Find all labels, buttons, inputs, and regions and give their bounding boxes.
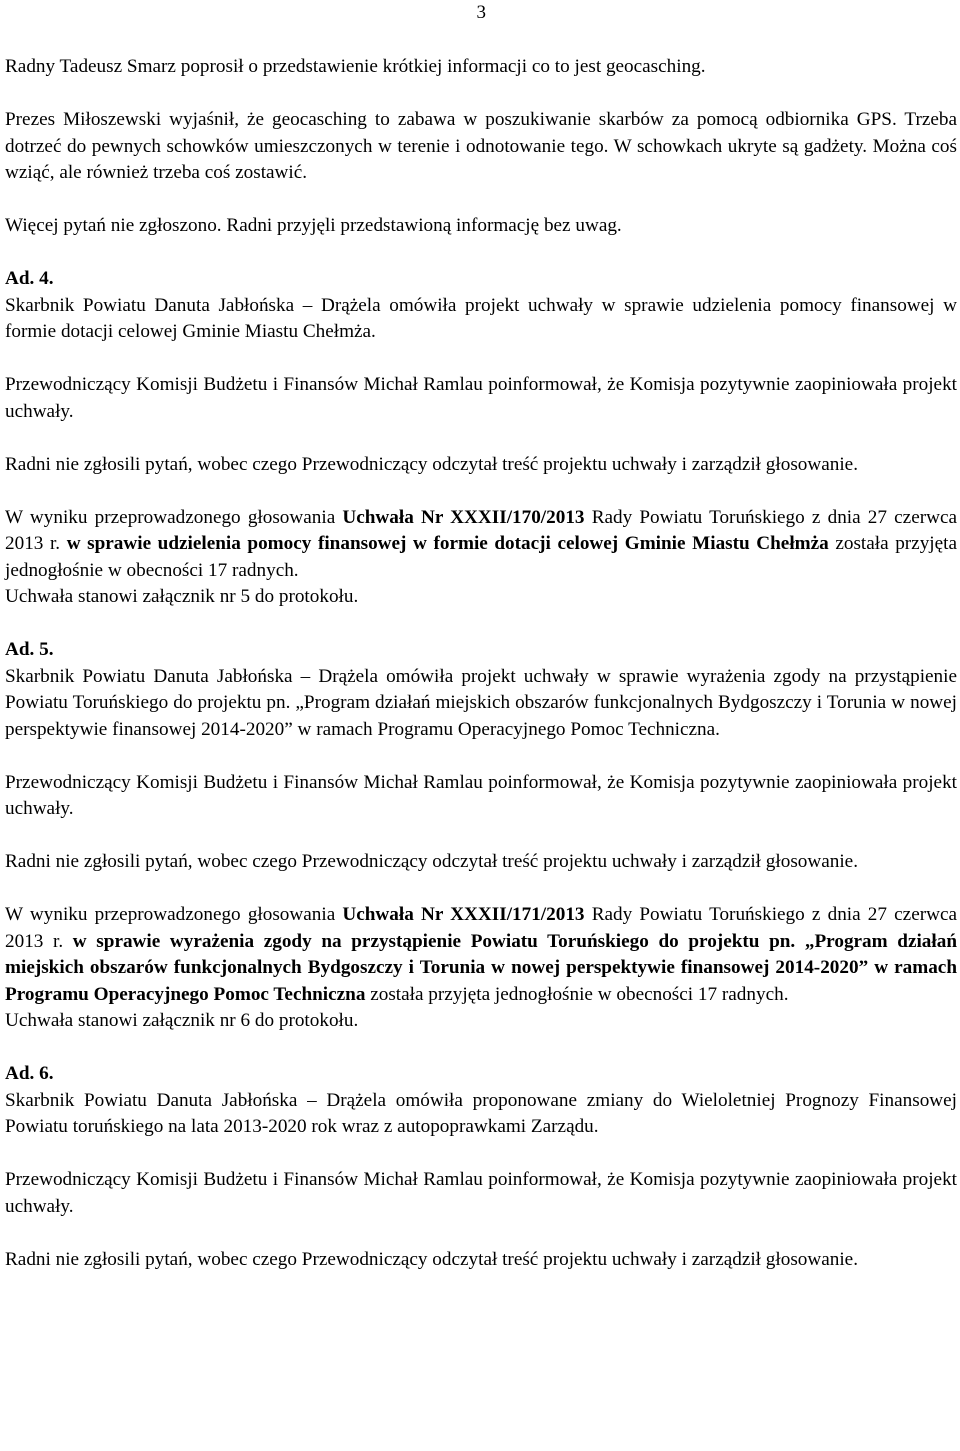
section-heading-ad5: Ad. 5.	[5, 639, 54, 660]
ad4-result-suffix: została przyjęta jednogłośnie w obecności 17 radnych.	[5, 533, 957, 581]
ad4-committee-opinion: Przewodniczący Komisji Budżetu i Finansów Michał Ramlau poinformował, że Komisja pozytywnie zaopiniowała projekt uchwały.	[5, 374, 957, 422]
paragraph-no-more-questions: Więcej pytań nie zgłoszono. Radni przyjęli przedstawioną informację bez uwag.	[5, 215, 622, 236]
ad4-vote-result	[5, 505, 957, 585]
ad5-attachment-note: Uchwała stanowi załącznik nr 6 do protokołu.	[5, 1010, 359, 1031]
document-body	[5, 54, 957, 1300]
section-heading-ad6: Ad. 6.	[5, 1063, 54, 1084]
ad4-resolution-number: Uchwała Nr XXXII/170/2013	[342, 506, 585, 528]
ad4-vote-call: Radni nie zgłosili pytań, wobec czego Przewodniczący odczytał treść projektu uchwały i zarządził głosowanie.	[5, 453, 858, 475]
section-heading-ad4: Ad. 4.	[5, 268, 54, 289]
ad5-resolution-title: w sprawie wyrażenia zgody na przystąpienie Powiatu Toruńskiego do projektu pn. „Program działań miejskich obszarów funkcjonalnych Bydgoszczy i Torunia w nowej perspektywie finansowej 2014-2020” w ramach Programu Operacyjnego Pomoc Techniczna	[5, 930, 957, 1005]
ad4-resolution-title: w sprawie udzielenia pomocy finansowej w formie dotacji celowej Gminie Miastu Chełmża	[66, 533, 829, 554]
ad5-vote-result	[5, 902, 957, 1008]
ad6-intro: Skarbnik Powiatu Danuta Jabłońska – Drążela omówiła proponowane zmiany do Wieloletniej Prognozy Finansowej Powiatu toruńskiego na lata 2013-2020 rok wraz z autopoprawkami Zarządu.	[5, 1089, 957, 1137]
ad5-result-prefix: W wyniku przeprowadzonego głosowania	[5, 904, 343, 925]
ad4-result-mid: Rady Powiatu Toruńskiego z dnia 27 czerwca 2013 r.	[5, 506, 957, 554]
ad6-vote-call: Radni nie zgłosili pytań, wobec czego Przewodniczący odczytał treść projektu uchwały i zarządził głosowanie.	[5, 1248, 858, 1270]
ad5-vote-call: Radni nie zgłosili pytań, wobec czego Przewodniczący odczytał treść projektu uchwały i zarządził głosowanie.	[5, 851, 858, 872]
paragraph-geocaching-question: Radny Tadeusz Smarz poprosił o przedstawienie krótkiej informacji co to jest geocasching.	[5, 56, 706, 77]
paragraph-geocaching-explanation: Prezes Miłoszewski wyjaśnił, że geocasching to zabawa w poszukiwanie skarbów za pomocą odbiornika GPS. Trzeba dotrzeć do pewnych schowków umieszczonych w terenie i odnotowanie tego. W schowkach ukryte są gadżety. Można coś wziąć, ale również trzeba coś zostawić.	[5, 109, 957, 183]
ad4-attachment-note: Uchwała stanowi załącznik nr 5 do protokołu.	[5, 586, 359, 607]
page-number: 3	[476, 2, 486, 23]
ad4-intro: Skarbnik Powiatu Danuta Jabłońska – Drążela omówiła projekt uchwały w sprawie udzielenia pomocy finansowej w formie dotacji celowej Gminie Miastu Chełmża.	[5, 294, 957, 342]
ad4-result-prefix: W wyniku przeprowadzonego głosowania	[5, 506, 343, 528]
ad5-committee-opinion: Przewodniczący Komisji Budżetu i Finansów Michał Ramlau poinformował, że Komisja pozytywnie zaopiniowała projekt uchwały.	[5, 771, 957, 819]
ad5-result-mid: Rady Powiatu Toruńskiego z dnia 27 czerwca 2013 r.	[5, 904, 957, 952]
ad5-intro: Skarbnik Powiatu Danuta Jabłońska – Drążela omówiła projekt uchwały w sprawie wyrażenia zgody na przystąpienie Powiatu Toruńskiego do projektu pn. „Program działań miejskich obszarów funkcjonalnych Bydgoszczy i Torunia w nowej perspektywie finansowej 2014-2020” w ramach Programu Operacyjnego Pomoc Techniczna.	[5, 665, 957, 740]
ad5-resolution-number: Uchwała Nr XXXII/171/2013	[342, 904, 585, 925]
ad5-result-suffix: została przyjęta jednogłośnie w obecności 17 radnych.	[365, 983, 789, 1005]
ad6-committee-opinion: Przewodniczący Komisji Budżetu i Finansów Michał Ramlau poinformował, że Komisja pozytywnie zaopiniowała projekt uchwały.	[5, 1169, 957, 1217]
